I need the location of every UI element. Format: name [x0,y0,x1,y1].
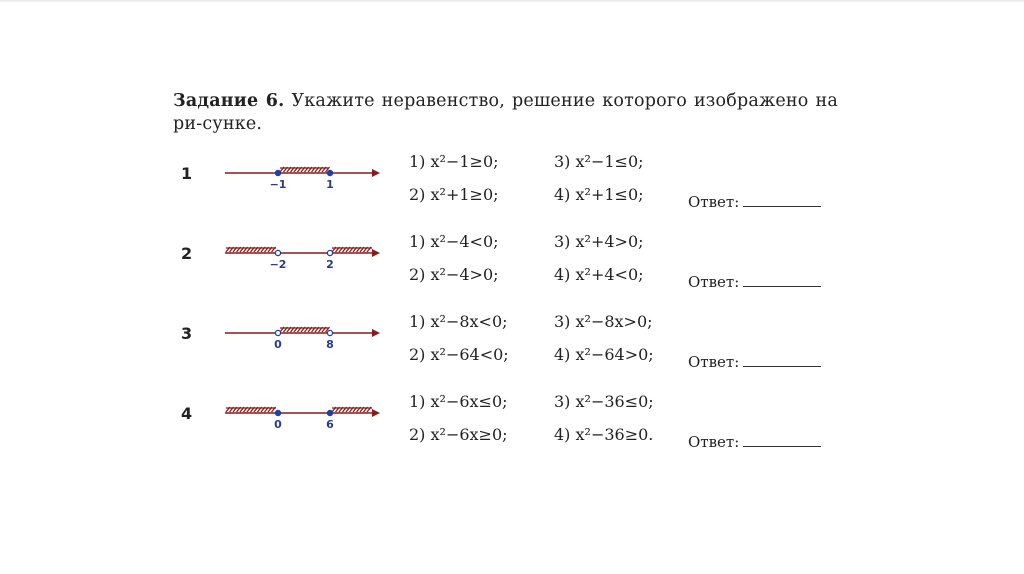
answer-blank[interactable] [743,352,821,367]
row-number: 4 [181,404,193,423]
answer-option: 2) x²−4>0; [409,265,499,284]
tick-label: 0 [274,338,282,351]
answer-field [688,352,821,371]
answer-option: 1) x²−1≥0; [409,152,499,171]
answer-option: 1) x²−6x≤0; [409,392,508,411]
number-line [220,232,385,272]
task-text: Укажите неравенство, решение которого изображено на ри-сунке. [173,91,838,134]
axis-arrow [372,169,380,177]
closed-point [327,170,332,175]
axis-arrow [372,249,380,257]
shaded-right-ray [332,407,372,412]
answer-option: 3) x²−36≤0; [554,392,654,411]
open-point [275,250,280,255]
closed-point [275,170,280,175]
number-line [220,312,385,352]
answer-option: 2) x²+1≥0; [409,185,499,204]
row-number: 2 [181,244,193,263]
answer-label: Ответ: [688,273,740,291]
answer-label: Ответ: [688,193,740,211]
answer-label: Ответ: [688,433,740,451]
task-title [173,90,838,136]
open-point [275,330,280,335]
answer-option: 4) x²+4<0; [554,265,644,284]
answer-option: 3) x²−8x>0; [554,312,653,331]
answer-blank[interactable] [743,432,821,447]
shaded-left-ray [226,407,276,412]
tick-label: −2 [269,258,287,271]
answer-option: 4) x²−36≥0. [554,425,654,444]
number-line [220,152,385,192]
shaded-right-ray [332,247,372,252]
task-row-3 [0,312,1024,382]
answer-label: Ответ: [688,353,740,371]
answer-option: 4) x²−64>0; [554,345,654,364]
answer-option: 2) x²−64<0; [409,345,509,364]
shaded-interval [280,327,330,332]
axis-arrow [372,329,380,337]
answer-blank[interactable] [743,272,821,287]
answer-field [688,192,821,211]
answer-field [688,432,821,451]
tick-label: 1 [326,178,334,191]
task-row-4 [0,392,1024,462]
shaded-interval [280,167,330,172]
tick-label: 2 [326,258,334,271]
answer-option: 1) x²−4<0; [409,232,499,251]
answer-option: 3) x²−1≤0; [554,152,644,171]
closed-point [327,410,332,415]
task-row-1 [0,152,1024,222]
top-divider [0,0,1024,3]
task-number: Задание 6. [173,91,285,111]
open-point [327,330,332,335]
row-number: 3 [181,324,193,343]
closed-point [275,410,280,415]
answer-option: 1) x²−8x<0; [409,312,508,331]
open-point [327,250,332,255]
number-line [220,392,385,432]
answer-field [688,272,821,291]
tick-label: −1 [269,178,287,191]
shaded-left-ray [226,247,276,252]
answer-option: 3) x²+4>0; [554,232,644,251]
answer-blank[interactable] [743,192,821,207]
answer-option: 4) x²+1≤0; [554,185,644,204]
answer-option: 2) x²−6x≥0; [409,425,508,444]
tick-label: 6 [326,418,334,431]
row-number: 1 [181,164,193,183]
tick-label: 8 [326,338,334,351]
task-row-2 [0,232,1024,302]
axis-arrow [372,409,380,417]
tick-label: 0 [274,418,282,431]
